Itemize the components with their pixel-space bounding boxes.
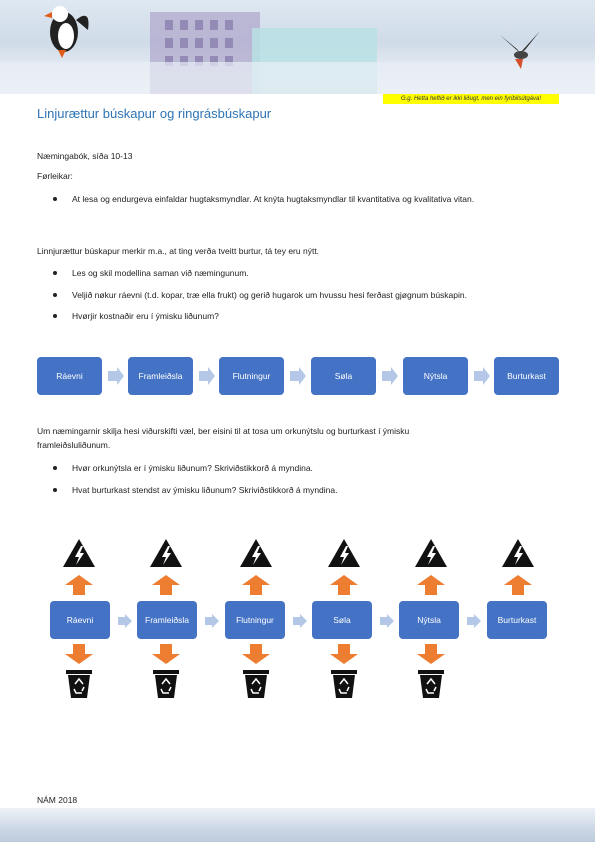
- arrow-down-icon: [65, 644, 93, 664]
- bird-icon: [495, 25, 545, 75]
- flow-step-raw-material: Ráevni: [37, 357, 102, 395]
- high-voltage-icon: [149, 538, 183, 568]
- page-title: Linjurættur búskapur og ringrásbúskapur: [37, 106, 272, 121]
- arrow-down-icon: [152, 644, 180, 664]
- arrow-up-icon: [417, 575, 445, 595]
- arrow-down-icon: [242, 644, 270, 664]
- arrow-up-icon: [504, 575, 532, 595]
- high-voltage-icon: [327, 538, 361, 568]
- arrow-down-icon: [330, 644, 358, 664]
- linear-task: Veljið nøkur ráevni (t.d. kopar, træ ella frukt) og gerið hugarok um hvussu hesi ferðast gjøgnum búskapin.: [72, 290, 467, 300]
- linear-task: Hvørjir kostnaðir eru í ýmisku liðunum?: [72, 311, 219, 321]
- chevron-right-icon: [293, 614, 307, 628]
- linear-task: Les og skil modellina saman við næmingunum.: [72, 268, 249, 278]
- arrow-up-icon: [330, 575, 358, 595]
- energy-task: Hvat burturkast stendst av ýmisku liðunum? Skriviðstikkorð á myndina.: [72, 485, 338, 495]
- bullet: [53, 466, 57, 470]
- draft-note: G.g. Hetta heftið er ikki liðugt, men ein fyribilsútgáva!: [383, 94, 559, 104]
- flow-step-waste: Burturkast: [494, 357, 559, 395]
- high-voltage-icon: [414, 538, 448, 568]
- chevron-right-icon: [380, 614, 394, 628]
- prerequisites-label: Førleikar:: [37, 171, 73, 181]
- header-illustration: [0, 0, 595, 94]
- arrow-up-icon: [242, 575, 270, 595]
- high-voltage-icon: [62, 538, 96, 568]
- recycle-bin-icon: [152, 669, 180, 699]
- high-voltage-icon: [501, 538, 535, 568]
- recycle-bin-icon: [417, 669, 445, 699]
- footer-illustration: [0, 808, 595, 842]
- linear-intro: Linnjurættur búskapur merkir m.a., at ting verða tveitt burtur, tá tey eru nýtt.: [37, 246, 320, 256]
- prerequisite-item: At lesa og endurgeva einfaldar hugtaksmyndlar. At knýta hugtaksmyndlar til kvantitativa og kvalitativa vitan.: [72, 194, 475, 204]
- energy-intro: Um næmingarnir skilja hesi viðurskifti væl, ber eisini til at tosa um orkunýtslu og burturkast í ýmisku: [37, 426, 410, 436]
- energy-task: Hvør orkunýtsla er í ýmisku liðunum? Skriviðstikkorð á myndina.: [72, 463, 313, 473]
- high-voltage-icon: [239, 538, 273, 568]
- chevron-right-icon: [205, 614, 219, 628]
- footer-label: NÁM 2018: [37, 795, 78, 805]
- chevron-right-icon: [382, 367, 398, 385]
- arrow-up-icon: [65, 575, 93, 595]
- chevron-right-icon: [467, 614, 481, 628]
- chevron-right-icon: [474, 367, 490, 385]
- flow-step-production: Framleiðsla: [137, 601, 197, 639]
- flow-step-sales: Søla: [312, 601, 372, 639]
- chevron-right-icon: [108, 367, 124, 385]
- arrow-down-icon: [417, 644, 445, 664]
- flow-step-raw-material: Ráevni: [50, 601, 110, 639]
- flow-step-waste: Burturkast: [487, 601, 547, 639]
- recycle-bin-icon: [65, 669, 93, 699]
- recycle-bin-icon: [330, 669, 358, 699]
- chevron-right-icon: [118, 614, 132, 628]
- bullet: [53, 271, 57, 275]
- bullet: [53, 293, 57, 297]
- energy-intro-continued: framleiðsluliðunum.: [37, 440, 111, 450]
- recycle-bin-icon: [242, 669, 270, 699]
- flow-step-transport: Flutningur: [219, 357, 284, 395]
- source-reference: Næmingabók, síða 10-13: [37, 151, 133, 161]
- flow-step-use: Nýtsla: [399, 601, 459, 639]
- flow-step-sales: Søla: [311, 357, 376, 395]
- bullet: [53, 314, 57, 318]
- bullet: [53, 197, 57, 201]
- flow-step-production: Framleiðsla: [128, 357, 193, 395]
- bullet: [53, 488, 57, 492]
- arrow-up-icon: [152, 575, 180, 595]
- flow-step-use: Nýtsla: [403, 357, 468, 395]
- flow-step-transport: Flutningur: [225, 601, 285, 639]
- chevron-right-icon: [199, 367, 215, 385]
- puffin-icon: [36, 0, 96, 60]
- chevron-right-icon: [290, 367, 306, 385]
